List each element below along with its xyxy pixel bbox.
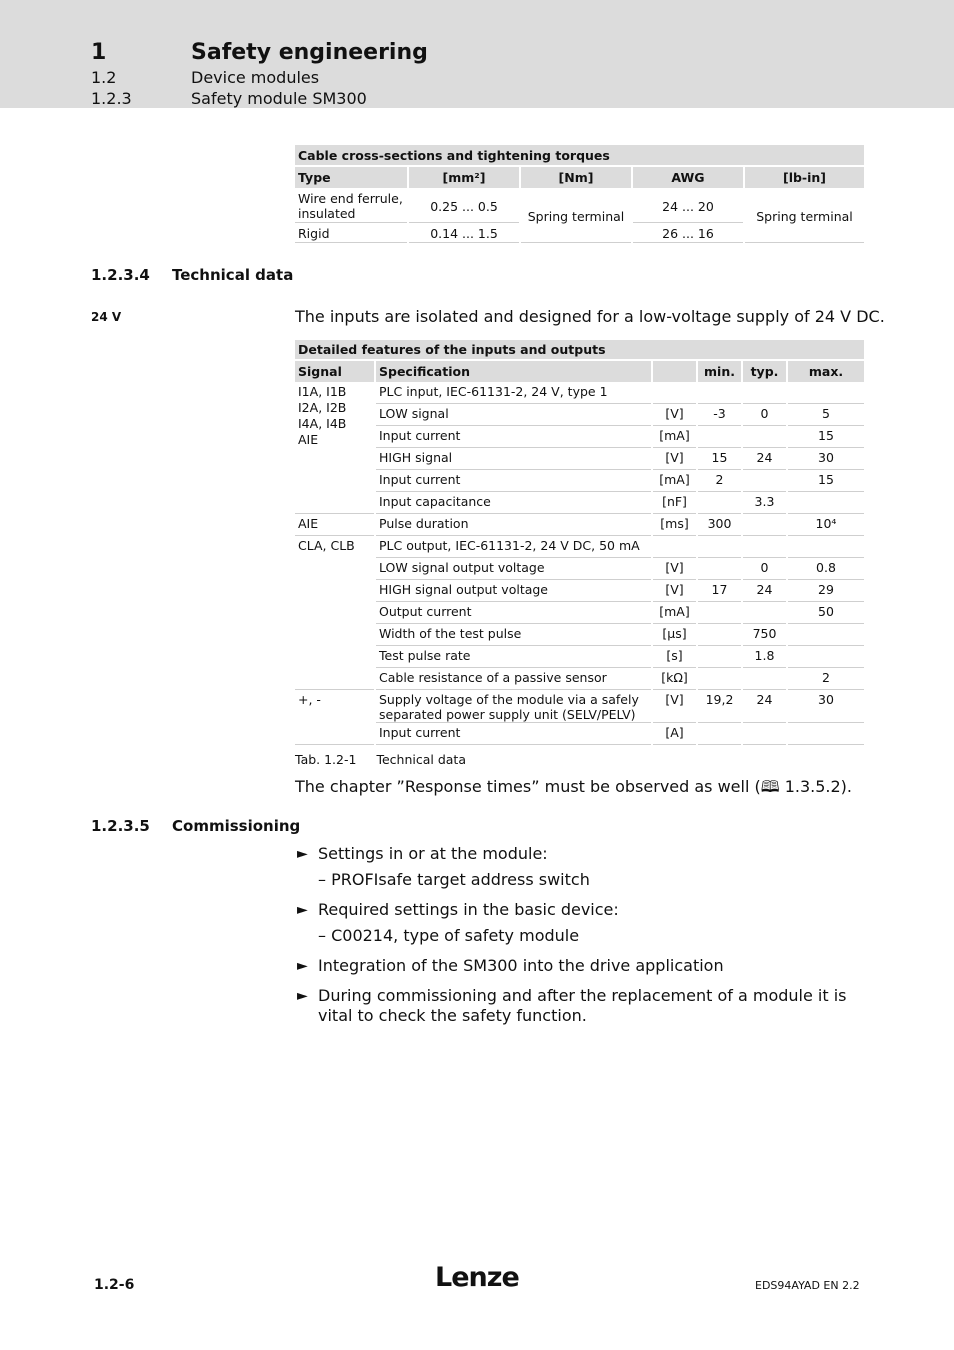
cell-min (698, 725, 741, 745)
heading-title: Technical data (172, 266, 294, 284)
heading-number: 1.2.3.5 (91, 817, 150, 835)
cell-unit: [V] (653, 450, 696, 470)
cell-typ: 750 (743, 626, 786, 646)
cell-typ: 0 (743, 560, 786, 580)
table-row (295, 670, 864, 690)
cell-unit: [ms] (653, 516, 696, 536)
cell-min (698, 560, 741, 580)
cell-typ (743, 604, 786, 624)
response-times-note: The chapter ”Response times” must be observed as well (🕮 1.3.5.2). (295, 777, 852, 796)
cell-unit: [V] (653, 560, 696, 580)
list-item-text: Integration of the SM300 into the drive application (318, 956, 724, 975)
cell-max (788, 494, 864, 514)
table-row (295, 516, 864, 536)
col-lbin: [lb-in] (745, 167, 864, 188)
table-row (295, 604, 864, 624)
cell-signal: I1A, I1B I2A, I2B I4A, I4B AIE (295, 384, 374, 514)
cell-specification: Cable resistance of a passive sensor (376, 670, 651, 690)
cell-specification: PLC input, IEC-61131-2, 24 V, type 1 (376, 384, 651, 404)
cell-max (788, 648, 864, 668)
cell-type: Rigid (295, 225, 407, 243)
col-nm: [Nm] (521, 167, 631, 188)
cable-cross-section-table (293, 143, 866, 245)
cell-unit: [V] (653, 406, 696, 426)
cell-signal: CLA, CLB (295, 538, 374, 690)
cell-nm: Spring terminal (521, 190, 631, 243)
cell-min: 2 (698, 472, 741, 492)
lenze-logo: Lenze (435, 1262, 519, 1293)
tech-table-caption: Detailed features of the inputs and outputs (295, 340, 864, 359)
list-item-subtext: – PROFIsafe target address switch (318, 870, 590, 889)
cell-unit: [mA] (653, 604, 696, 624)
cell-unit: [s] (653, 648, 696, 668)
cable-table-caption: Cable cross-sections and tightening torques (295, 145, 864, 165)
list-item (297, 956, 867, 976)
list-item (297, 986, 867, 1026)
table-row (295, 428, 864, 448)
table-row (295, 560, 864, 580)
cell-max: 2 (788, 670, 864, 690)
cell-max: 30 (788, 450, 864, 470)
margin-label: 24 V (91, 310, 122, 324)
cell-unit: [nF] (653, 494, 696, 514)
table-row (295, 450, 864, 470)
cell-typ (743, 725, 786, 745)
cell-mm2: 0.25 ... 0.5 (409, 190, 519, 223)
col-typ: typ. (743, 361, 786, 382)
table-row (295, 725, 864, 745)
list-item-text: Settings in or at the module: (318, 844, 548, 863)
cell-mm2: 0.14 ... 1.5 (409, 225, 519, 243)
table-row (295, 406, 864, 426)
table-row (295, 648, 864, 668)
subsection-title: Safety module SM300 (191, 89, 367, 108)
cell-typ (743, 670, 786, 690)
cell-min: 15 (698, 450, 741, 470)
cell-min (698, 648, 741, 668)
tech-table-body (295, 384, 864, 745)
table-label: Tab. 1.2-1 (295, 752, 357, 767)
table-row (295, 472, 864, 492)
table-caption (295, 752, 466, 767)
cell-specification: HIGH signal (376, 450, 651, 470)
heading-title: Commissioning (172, 817, 301, 835)
cell-lbin: Spring terminal (745, 190, 864, 243)
cell-max (788, 725, 864, 745)
col-unit (653, 361, 696, 382)
cell-awg: 24 ... 20 (633, 190, 743, 223)
list-item (297, 844, 867, 890)
list-item-text: During commissioning and after the replacement of a module it is vital to check the safety function. (318, 986, 847, 1025)
subsection-number: 1.2.3 (91, 89, 132, 108)
list-item (297, 900, 867, 946)
cell-unit: [µs] (653, 626, 696, 646)
cell-specification: LOW signal (376, 406, 651, 426)
cell-typ: 24 (743, 582, 786, 602)
cell-specification: HIGH signal output voltage (376, 582, 651, 602)
arrow-bullet-icon: ► (297, 988, 308, 1004)
cell-min (698, 670, 741, 690)
cell-unit: [mA] (653, 428, 696, 448)
cell-unit: [mA] (653, 472, 696, 492)
cell-max (788, 538, 864, 558)
intro-text: The inputs are isolated and designed for a low-voltage supply of 24 V DC. (295, 307, 885, 326)
table-row (295, 626, 864, 646)
chapter-title: Safety engineering (191, 40, 428, 65)
cell-specification: Input current (376, 725, 651, 745)
cell-typ: 24 (743, 450, 786, 470)
cell-min: -3 (698, 406, 741, 426)
commissioning-list (297, 844, 867, 1036)
cell-max: 29 (788, 582, 864, 602)
cell-unit (653, 384, 696, 404)
section-title: Device modules (191, 68, 320, 87)
cell-min: 17 (698, 582, 741, 602)
cell-max: 0.8 (788, 560, 864, 580)
table-row (295, 692, 864, 723)
cell-specification: Output current (376, 604, 651, 624)
cell-signal: +, - (295, 692, 374, 745)
cell-typ: 1.8 (743, 648, 786, 668)
cell-typ (743, 384, 786, 404)
table-row (295, 190, 864, 223)
cell-specification: Input current (376, 472, 651, 492)
heading-number: 1.2.3.4 (91, 266, 150, 284)
arrow-bullet-icon: ► (297, 958, 308, 974)
cell-typ (743, 428, 786, 448)
col-max: max. (788, 361, 864, 382)
cell-min (698, 604, 741, 624)
cell-typ: 24 (743, 692, 786, 723)
col-awg: AWG (633, 167, 743, 188)
cell-max: 30 (788, 692, 864, 723)
cell-specification: PLC output, IEC-61131-2, 24 V DC, 50 mA (376, 538, 651, 558)
page-number: 1.2-6 (94, 1277, 135, 1293)
cell-typ: 3.3 (743, 494, 786, 514)
arrow-bullet-icon: ► (297, 846, 308, 862)
cell-awg: 26 ... 16 (633, 225, 743, 243)
cell-specification: Pulse duration (376, 516, 651, 536)
cell-min (698, 384, 741, 404)
cell-min: 19,2 (698, 692, 741, 723)
cell-max: 15 (788, 428, 864, 448)
col-specification: Specification (376, 361, 651, 382)
cell-min (698, 428, 741, 448)
cell-specification: Test pulse rate (376, 648, 651, 668)
cell-min (698, 494, 741, 514)
cell-specification: Input capacitance (376, 494, 651, 514)
document-id: EDS94AYAD EN 2.2 (755, 1279, 860, 1292)
table-row (295, 384, 864, 404)
header-band (0, 0, 954, 108)
cell-specification: LOW signal output voltage (376, 560, 651, 580)
table-title: Technical data (376, 752, 466, 767)
cell-specification: Width of the test pulse (376, 626, 651, 646)
cell-unit: [V] (653, 582, 696, 602)
cell-unit: [A] (653, 725, 696, 745)
cell-unit: [V] (653, 692, 696, 723)
cell-typ (743, 516, 786, 536)
cell-max: 10⁴ (788, 516, 864, 536)
cell-min (698, 538, 741, 558)
cell-typ: 0 (743, 406, 786, 426)
cell-max: 15 (788, 472, 864, 492)
cell-typ (743, 472, 786, 492)
table-row (295, 538, 864, 558)
cell-max: 5 (788, 406, 864, 426)
cell-min (698, 626, 741, 646)
cell-typ (743, 538, 786, 558)
cell-max (788, 626, 864, 646)
col-type: Type (295, 167, 407, 188)
section-number: 1.2 (91, 68, 117, 87)
cell-unit: [kΩ] (653, 670, 696, 690)
cell-unit (653, 538, 696, 558)
col-signal: Signal (295, 361, 374, 382)
table-row (295, 582, 864, 602)
col-min: min. (698, 361, 741, 382)
chapter-number: 1 (91, 40, 107, 65)
cell-type: Wire end ferrule, insulated (295, 190, 407, 223)
list-item-subtext: – C00214, type of safety module (318, 926, 580, 945)
cell-signal: AIE (295, 516, 374, 536)
table-row (295, 494, 864, 514)
cell-max (788, 384, 864, 404)
arrow-bullet-icon: ► (297, 902, 308, 918)
col-mm2: [mm²] (409, 167, 519, 188)
cell-specification: Input current (376, 428, 651, 448)
cell-max: 50 (788, 604, 864, 624)
cell-specification: Supply voltage of the module via a safely separated power supply unit (SELV/PELV) (376, 692, 651, 723)
technical-data-table (293, 338, 866, 747)
cell-min: 300 (698, 516, 741, 536)
list-item-text: Required settings in the basic device: (318, 900, 619, 919)
